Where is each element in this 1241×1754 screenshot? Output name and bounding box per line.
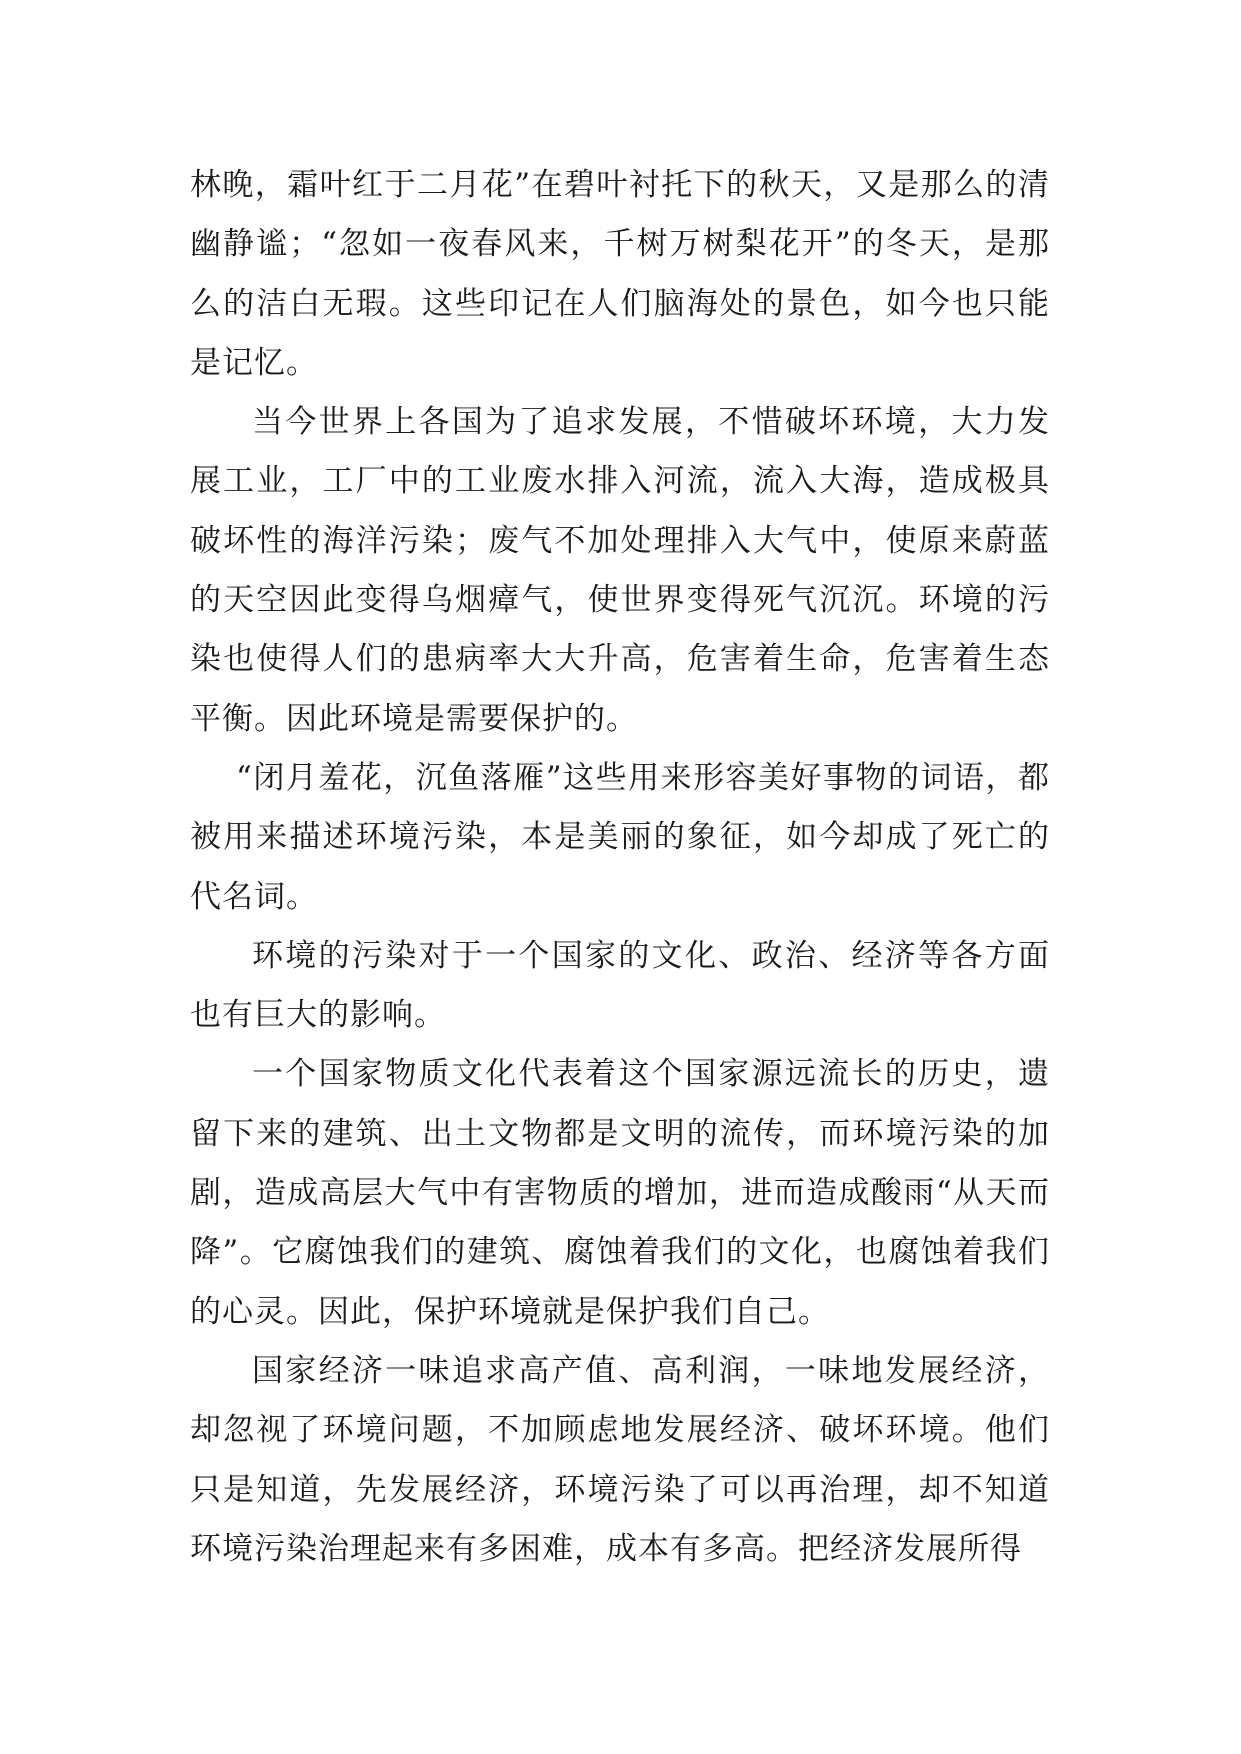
- paragraph-idiom-quote: “闭月羞花，沉鱼落雁”这些用来形容美好事物的词语，都被用来描述环境污染，本是美丽的象征，如今却成了死亡的代名词。: [190, 759, 1050, 915]
- paragraph-material-culture: 一个国家物质文化代表着这个国家源远流长的历史，遗留下来的建筑、出土文物都是文明的流传，而环境污染的加剧，造成高层大气中有害物质的增加，进而造成酸雨“从天而降”。它腐蚀我们的建筑、腐蚀着我们的文化，也腐蚀着我们的心灵。因此，保护环境就是保护我们自己。: [190, 1056, 1050, 1330]
- paragraph-continuation: 林晚，霜叶红于二月花”在碧叶衬托下的秋天，又是那么的清幽静谧；“忽如一夜春风来，千树万树梨花开”的冬天，是那么的洁白无瑕。这些印记在人们脑海处的景色，如今也只能是记忆。: [190, 167, 1050, 381]
- paragraph-world-development: 当今世界上各国为了追求发展，不惜破坏环境，大力发展工业，工厂中的工业废水排入河流，流入大海，造成极具破坏性的海洋污染；废气不加处理排入大气中，使原来蔚蓝的天空因此变得乌烟瘴气，使世界变得死气沉沉。环境的污染也使得人们的患病率大大升高，危害着生命，危害着生态平衡。因此环境是需要保护的。: [190, 404, 1050, 737]
- paragraph-national-impact: 环境的污染对于一个国家的文化、政治、经济等各方面也有巨大的影响。: [190, 937, 1050, 1034]
- paragraph-economy: 国家经济一味追求高产值、高利润，一味地发展经济，却忽视了环境问题，不加顾虑地发展经济、破坏环境。他们只是知道，先发展经济，环境污染了可以再治理，却不知道环境污染治理起来有多困难，成本有多高。把经济发展所得: [190, 1352, 1050, 1567]
- document-body: [190, 156, 1050, 1579]
